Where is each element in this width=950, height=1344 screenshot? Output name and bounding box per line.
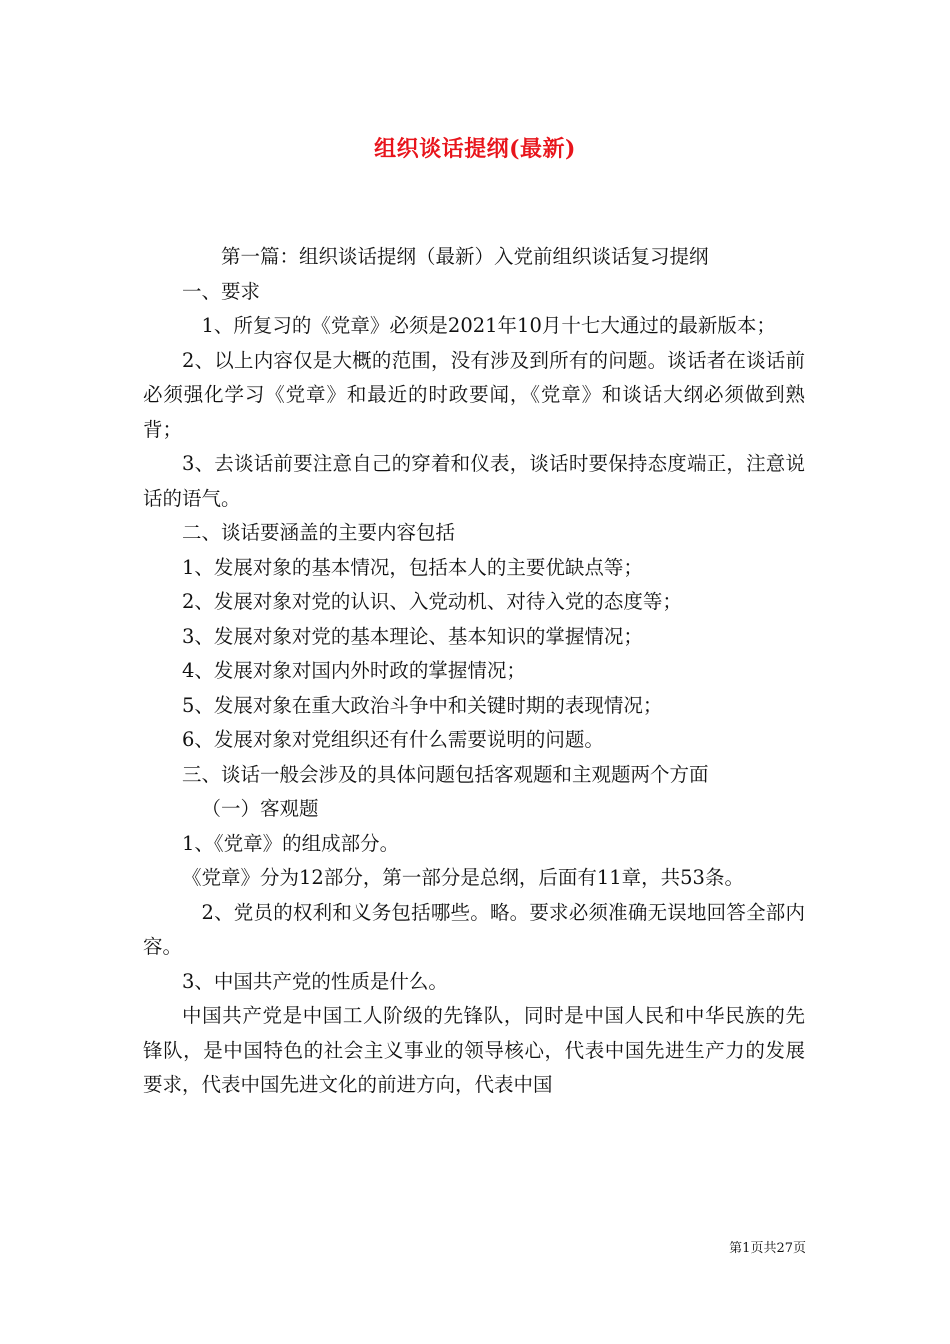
paragraph: 1、所复习的《党章》必须是2021年10月十七大通过的最新版本；	[201, 314, 776, 337]
paragraph-article-heading: 第一篇：组织谈话提纲（最新）入党前组织谈话复习提纲	[221, 245, 709, 268]
list-item: 6、发展对象对党组织还有什么需要说明的问题。	[182, 728, 604, 751]
question: 3、中国共产党的性质是什么。	[182, 969, 448, 993]
subsection-heading-objective: （一）客观题	[201, 797, 319, 820]
list-item: 1、发展对象的基本情况，包括本人的主要优缺点等；	[182, 555, 643, 579]
section-heading-main-content: 二、谈话要涵盖的主要内容包括	[182, 521, 456, 544]
list-item: 4、发展对象对国内外时政的掌握情况；	[182, 659, 526, 682]
document-body	[143, 240, 805, 1103]
list-item: 2、发展对象对党的认识、入党动机、对待入党的态度等；	[182, 590, 682, 613]
answer: 《党章》分为12部分，第一部分是总纲，后面有11章，共53条。	[182, 866, 744, 889]
section-heading-questions: 三、谈话一般会涉及的具体问题包括客观题和主观题两个方面	[182, 762, 709, 786]
document-title: 组织谈话提纲(最新)	[374, 136, 576, 162]
page-number: 第1页共27页	[729, 1241, 806, 1256]
paragraph: 2、以上内容仅是大概的范围，没有涉及到所有的问题。谈话者在谈话前必须强化学习《党章》和最近的时政要闻，《党章》和谈话大纲必须做到熟背；	[143, 348, 805, 441]
section-heading-requirements: 一、要求	[182, 279, 261, 303]
list-item: 3、发展对象对党的基本理论、基本知识的掌握情况；	[182, 624, 643, 648]
paragraph: 3、去谈话前要注意自己的穿着和仪表，谈话时要保持态度端正，注意说话的语气。	[143, 452, 805, 510]
question: 2、党员的权利和义务包括哪些。略。要求必须准确无误地回答全部内容。	[143, 900, 805, 958]
list-item: 5、发展对象在重大政治斗争中和关键时期的表现情况；	[182, 693, 663, 717]
answer: 中国共产党是中国工人阶级的先锋队，同时是中国人民和中华民族的先锋队，是中国特色的社会主义事业的领导核心，代表中国先进生产力的发展要求，代表中国先进文化的前进方向，代表中国	[143, 1004, 805, 1096]
question: 1、《党章》的组成部分。	[182, 831, 400, 855]
